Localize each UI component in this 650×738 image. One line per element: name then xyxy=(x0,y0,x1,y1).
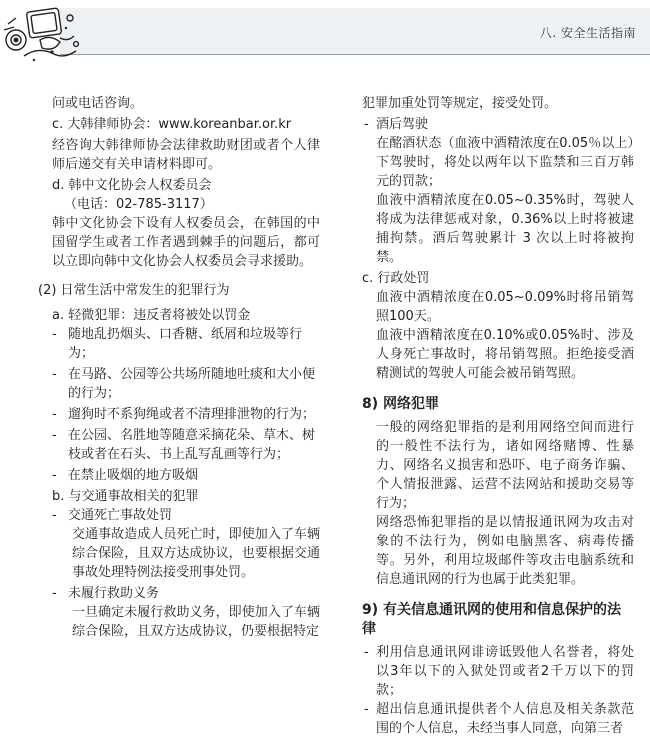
list-item-c: c. 大韩律师协会：www.koreanbar.or.kr xyxy=(52,117,292,132)
paragraph: 血液中酒精浓度在0.05~0.09%时将吊销驾照100天。 xyxy=(376,290,634,324)
paragraph: 网络恐怖犯罪指的是以情报通讯网为攻击对象的不法行为，例如电脑黑客、病毒传播等。另外，利用垃圾邮件等攻击电脑系统和信息通讯网的行为也属于此类犯罪。 xyxy=(376,515,634,587)
left-column xyxy=(38,94,320,641)
header-rule xyxy=(60,54,650,55)
running-head: 八. 安全生活指南 xyxy=(539,26,636,40)
list-item-title: - 酒后驾驶 xyxy=(362,115,634,134)
decorative-doodle-logo xyxy=(0,0,90,72)
list-item-b: b. 与交通事故相关的犯罪 xyxy=(52,489,199,504)
list-item-d: d. 韩中文化协会人权委员会 xyxy=(52,178,212,193)
list-item: - 随地乱扔烟头、口香糖、纸屑和垃圾等行为； xyxy=(38,325,320,363)
list-item: - 在禁止吸烟的地方吸烟 xyxy=(38,466,320,485)
list-item: - 利用信息通讯网诽谤诋毁他人名誉者，将处以3年以下的入狱处罚或者2千万以下的罚款； xyxy=(362,643,634,700)
section-heading: (2) 日常生活中常发生的犯罪行为 xyxy=(38,283,230,298)
phone-number: （电话：02-785-3117） xyxy=(64,197,213,212)
list-item-title: - 交通死亡事故处罚 xyxy=(38,506,320,525)
list-item-c: c. 行政处罚 xyxy=(362,271,430,286)
list-item-a: a. 轻微犯罪：违反者将被处以罚金 xyxy=(52,308,251,323)
paragraph: 犯罪加重处罚等规定，接受处罚。 xyxy=(362,96,558,111)
section-heading: 8) 网络犯罪 xyxy=(362,396,440,412)
list-item: - 在马路、公园等公共场所随地吐痰和大小便的行为； xyxy=(38,365,320,403)
paragraph: 一般的网络犯罪指的是利用网络空间而进行的一般性不法行为，诸如网络赌博、性暴力、网络名义损害和恐吓、电子商务诈骗、个人情报泄露、运营不法网站和援助交易等行为； xyxy=(376,420,634,511)
paragraph: 一旦确定未履行救助义务，即使加入了车辆综合保险，且双方达成协议，仍要根据特定 xyxy=(72,605,320,639)
paragraph: 血液中酒精浓度在0.10%或0.05%时、涉及人身死亡事故时，将吊销驾照。拒绝接受酒精测试的驾驶人可能会被吊销驾照。 xyxy=(376,328,634,381)
list-item: - 在公园、名胜地等随意采摘花朵、草木、树枝或者在石头、书上乱写乱画等行为； xyxy=(38,426,320,464)
paragraph: 问或电话咨询。 xyxy=(52,96,144,111)
paragraph: 经咨询大韩律师协会法律救助财团或者个人律师后递交有关申请材料即可。 xyxy=(52,138,320,172)
paragraph: 在酩酒状态（血液中酒精浓度在0.05％以上）下驾驶时，将处以两年以下监禁和三百万韩元的罚款； xyxy=(376,136,634,189)
section-heading: 9) 有关信息通讯网的使用和信息保护的法律 xyxy=(362,602,622,637)
list-item-title: - 未履行救助义务 xyxy=(38,584,320,603)
list-item: - 遛狗时不系狗绳或者不清理排泄物的行为； xyxy=(38,405,320,424)
right-column xyxy=(362,94,634,738)
paragraph: 韩中文化协会下设有人权委员会，在韩国的中国留学生或者工作者遇到棘手的问题后，都可以立即向韩中文化协会人权委员会寻求援助。 xyxy=(52,216,320,269)
paragraph: 交通事故造成人员死亡时，即使加入了车辆综合保险，且双方达成协议，也要根据交通事故处理特例法接受刑事处罚。 xyxy=(72,527,320,580)
paragraph: 血液中酒精浓度在0.05~0.35%时，驾驶人将成为法律惩戒对象，0.36%以上时将被逮捕拘禁。酒后驾驶累计 3 次以上时将被拘禁。 xyxy=(376,193,634,265)
list-item: - 超出信息通讯提供者个人信息及相关条款范围的个人信息，未经当事人同意，向第三者 xyxy=(362,700,634,738)
